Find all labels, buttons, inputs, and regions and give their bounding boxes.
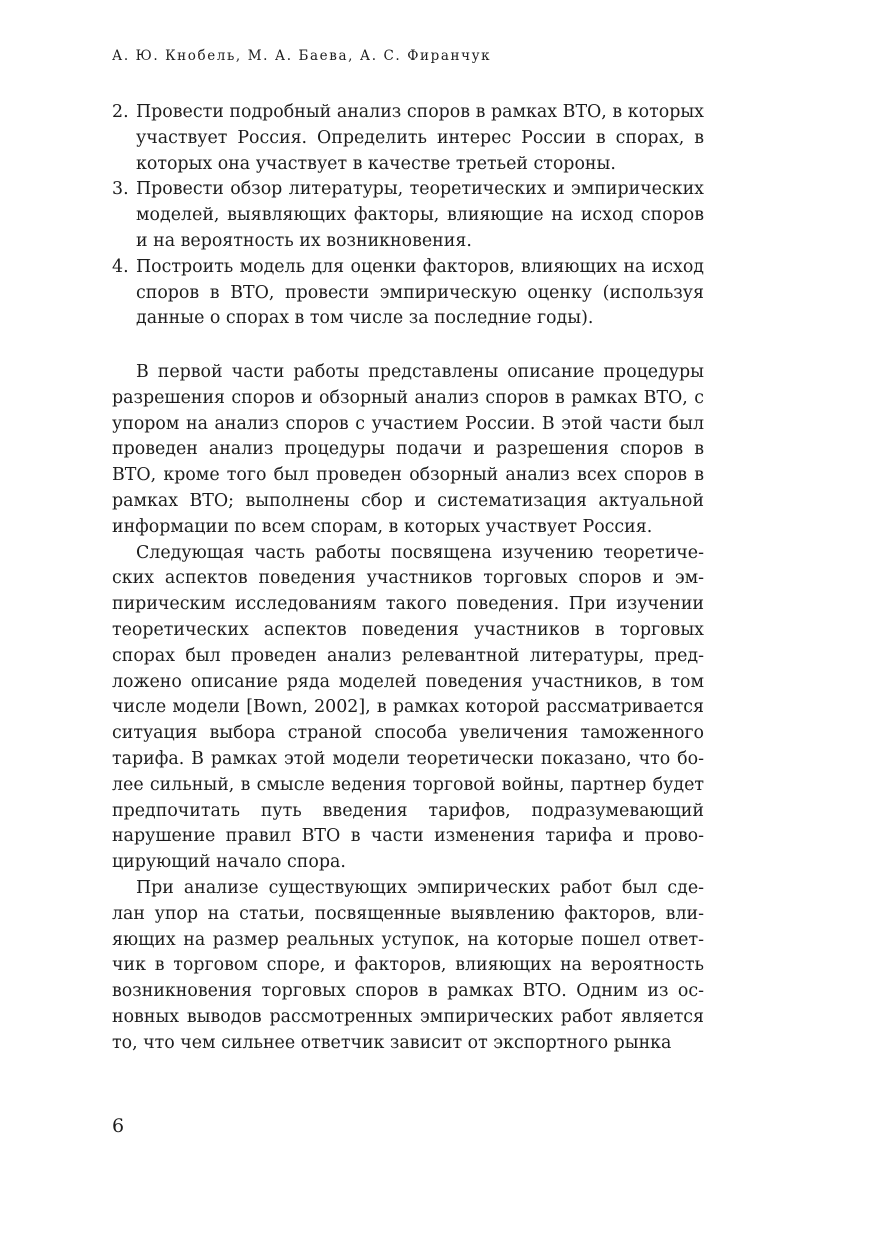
task-list [112, 100, 704, 332]
list-item [112, 255, 704, 332]
list-item [112, 100, 704, 177]
page-number: 6 [112, 1115, 125, 1137]
running-head-authors: А. Ю. Кнобель, М. А. Баева, А. С. Фиранчук [112, 48, 492, 64]
paragraph: При анализе существующих эмпирических работ был сделан упор на статьи, посвященные выявлению факторов, влияющих на размер реальных уступок, на которые пошел ответчик в торговом споре, и факторов, влияющих на вероятность возникновения торговых споров в рамках ВТО. Одним из основных выводов рассмотренных эмпирических работ является то, что чем сильнее ответчик зависит от экспортного рынка [112, 877, 704, 1053]
list-item-text: Провести подробный анализ споров в рамках ВТО, в которых участвует Россия. Определить интерес России в спорах, в которых она участвует в качестве третьей стороны. [136, 102, 704, 174]
list-item-text: Провести обзор литературы, теоретических и эмпирических моделей, выявляющих факторы, влияющие на исход споров и на вероятность их возникновения. [136, 179, 704, 251]
list-item-number: 3. [112, 179, 129, 200]
list-item [112, 177, 704, 254]
list-item-text: Построить модель для оценки факторов, влияющих на исход споров в ВТО, провести эмпирическую оценку (используя данные о спорах в том числе за последние годы). [136, 256, 704, 329]
paragraph: Следующая часть работы посвящена изучению теоретических аспектов поведения участников торговых споров и эмпирическим исследованиям такого поведения. При изучении теоретических аспектов поведения участников в торговых спорах был проведен анализ релевантной литературы, предложено описание ряда моделей поведения участников, в том числе модели [Bown, 2002], в рамках которой рассматривается ситуация выбора страной способа увеличения таможенного тарифа. В рамках этой модели теоретически показано, что более сильный, в смысле ведения торговой войны, партнер будет предпочитать путь введения тарифов, подразумевающий нарушение правил ВТО в части изменения тарифа и провоцирующий начало спора. [112, 542, 704, 873]
list-item-number: 2. [112, 102, 129, 122]
list-item-number: 4. [112, 256, 129, 277]
body-text [112, 360, 704, 1057]
paragraph: В первой части работы представлены описание процедуры разрешения споров и обзорный анализ споров в рамках ВТО, с упором на анализ споров с участием России. В этой части был проведен анализ процедуры подачи и разрешения споров в ВТО, кроме того был проведен обзорный анализ всех споров в рамках ВТО; выполнены сбор и систематизация актуальной информации по всем спорам, в которых участвует Россия. [112, 362, 704, 537]
